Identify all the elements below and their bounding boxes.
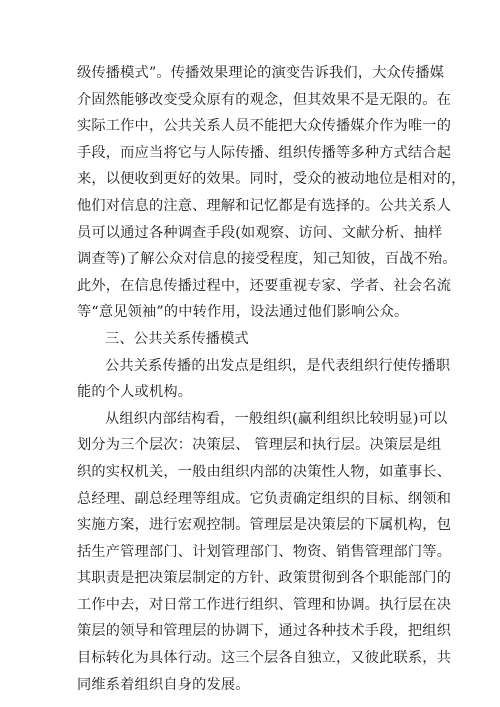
text-line: 此外，在信息传播过程中，还要重视专家、学者、社会名流	[77, 277, 452, 294]
text-line: 总经理、副总经理等组成。它负责确定组织的目标、纲领和	[77, 490, 452, 507]
text-line: 能的个人或机构。	[77, 384, 193, 401]
text-line: 他们对信息的注意、理解和记忆都是有选择的。公共关系人	[77, 197, 452, 214]
text-line: 来，以便收到更好的效果。同时，受众的被动地位是相对的，	[77, 171, 466, 188]
text-line: 从组织内部结构看，一般组织(赢利组织比较明显)可以	[105, 410, 448, 427]
text-line: 介固然能够改变受众原有的观念，但其效果不是无限的。在	[77, 91, 452, 108]
text-line: 同维系着组织自身的发展。	[77, 676, 250, 693]
text-line: 公共关系传播的出发点是组织，是代表组织行使传播职	[105, 357, 451, 374]
text-line: 等“意见领袖”的中转作用，设法通过他们影响公众。	[77, 304, 409, 321]
paragraph-3	[77, 406, 452, 699]
text-line: 实际工作中，公共关系人员不能把大众传播媒介作为唯一的	[77, 118, 452, 135]
text-line: 调查等)了解公众对信息的接受程度，知己知彼，百战不殆。	[77, 251, 457, 268]
text-line: 目标转化为具体行动。这三个层各自独立，又彼此联系，共	[77, 650, 452, 667]
text-line: 实施方案，进行宏观控制。管理层是决策层的下属机构，包	[77, 517, 452, 534]
text-line: 级传播模式”。传播效果理论的演变告诉我们，大众传播媒	[77, 65, 445, 81]
document-page	[77, 60, 466, 698]
text-line: 工作中去，对日常工作进行组织、管理和协调。执行层在决	[77, 596, 452, 613]
text-line: 手段，而应当将它与人际传播、组织传播等多种方式结合起	[77, 144, 452, 161]
text-line: 织的实权机关，一般由组织内部的决策性人物，如董事长、	[77, 463, 452, 480]
paragraph-1	[77, 60, 466, 326]
text-line: 员可以通过各种调查手段(如观察、访问、文献分析、抽样	[77, 224, 443, 241]
section-heading: 三、公共关系传播模式	[105, 330, 249, 347]
text-line: 策层的领导和管理层的协调下，通过各种技术手段，把组织	[77, 623, 452, 640]
paragraph-2	[77, 353, 451, 406]
text-line: 其职责是把决策层制定的方针、政策贯彻到各个职能部门的	[77, 570, 452, 587]
text-line: 划分为三个层次：决策层、 管理层和执行层。决策层是组	[77, 437, 442, 454]
text-line: 括生产管理部门、计划管理部门、物资、销售管理部门等。	[77, 543, 452, 560]
